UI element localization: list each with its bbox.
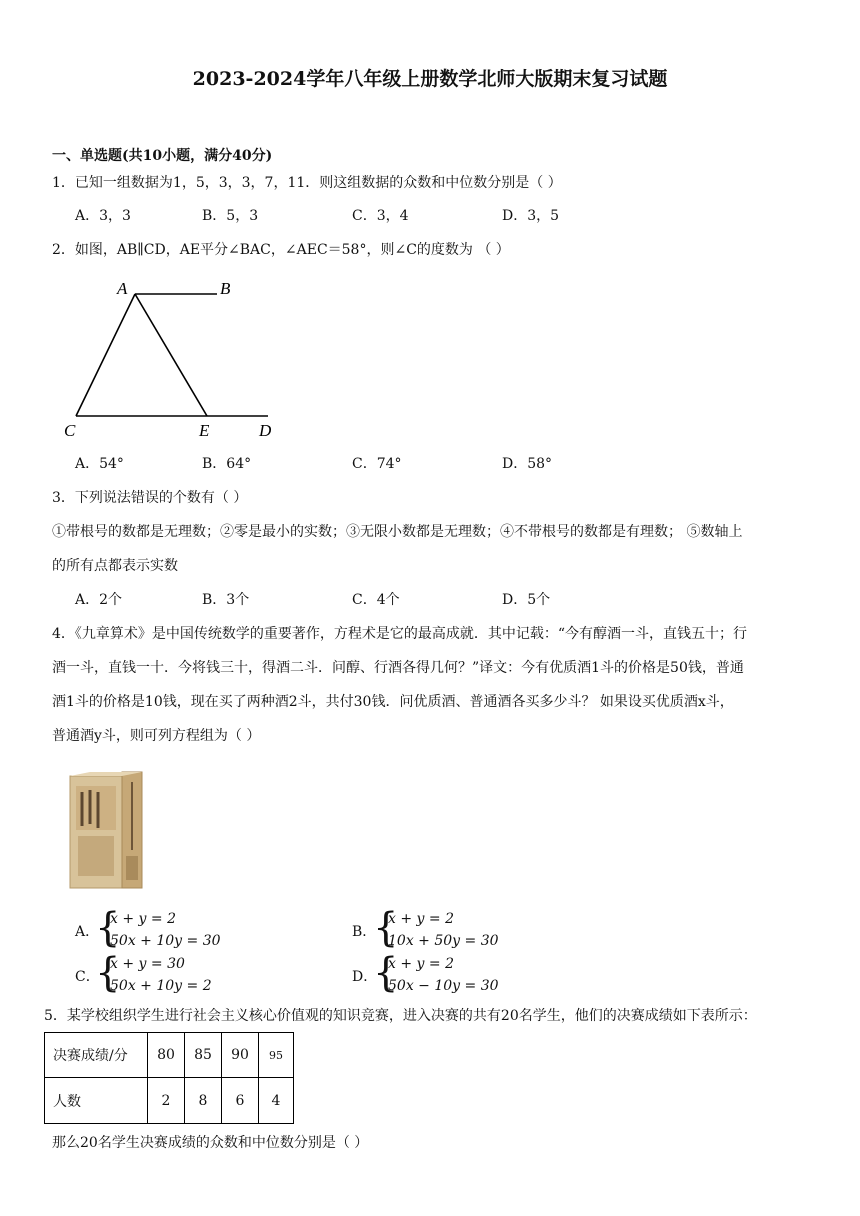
question-3-text: 3．下列说法错误的个数有（ ） [52, 490, 248, 506]
table-cell: 80 [148, 1033, 185, 1078]
q4-option-b-eq1: x + y = 2 [388, 911, 454, 927]
label-b: B [220, 279, 231, 298]
q2-option-b: B．64° [202, 456, 252, 472]
table-cell: 人数 [45, 1078, 148, 1124]
q3-option-d: D．5个 [502, 592, 551, 608]
question-4-line4: 普通酒y斗，则可列方程组为（ ） [52, 728, 261, 744]
q4-option-a-eq1: x + y = 2 [110, 911, 176, 927]
table-cell: 8 [185, 1078, 222, 1124]
q1-option-b: B．5，3 [202, 208, 259, 224]
question-3-line1: ①带根号的数都是无理数；②零是最小的实数；③无限小数都是无理数；④不带根号的数都是有理数； ⑤数轴上 [52, 524, 743, 540]
table-cell: 85 [185, 1033, 222, 1078]
q4-option-c-eq1: x + y = 30 [110, 956, 185, 972]
q4-option-d-eq2: 50x − 10y = 30 [388, 978, 499, 994]
segment-ae [135, 294, 207, 416]
question-4-line3: 酒1斗的价格是10钱，现在买了两种酒2斗，共付30钱．问优质酒、普通酒各买多少斗？ 如果设买优质酒x斗， [52, 694, 734, 710]
table-cell: 90 [222, 1033, 259, 1078]
label-d: D [259, 421, 272, 440]
table-cell: 4 [259, 1078, 294, 1124]
q4-option-c-brace: { [95, 950, 121, 996]
q4-option-b-brace: { [373, 905, 399, 951]
score-table [44, 1032, 294, 1124]
question-5-question: 那么20名学生决赛成绩的众数和中位数分别是（ ） [52, 1135, 369, 1151]
q4-option-a-eq2: 50x + 10y = 30 [110, 933, 221, 949]
question-4-line1: 4．《九章算术》是中国传统数学的重要著作，方程术是它的最高成就．其中记载：“今有醇酒一斗，直钱五十；行 [52, 626, 748, 642]
q1-option-c: C．3，4 [352, 208, 409, 224]
table-row [45, 1078, 294, 1124]
q1-option-d: D．3，5 [502, 208, 560, 224]
question-2-text: 2．如图，AB∥CD，AE平分∠BAC，∠AEC＝58°，则∠C的度数为 （ ） [52, 242, 510, 258]
q3-option-b: B．3个 [202, 592, 250, 608]
q4-option-d-label: D． [352, 969, 378, 985]
triangle-figure [55, 272, 295, 444]
question-5-text: 5．某学校组织学生进行社会主义核心价值观的知识竞赛，进入决赛的共有20名学生，他们的决赛成绩如下表所示： [44, 1008, 757, 1024]
book-image [68, 770, 144, 890]
q4-option-a-brace: { [95, 905, 121, 951]
q4-option-d-eq1: x + y = 2 [388, 956, 454, 972]
q3-option-a: A．2个 [75, 592, 123, 608]
label-a: A [117, 279, 128, 298]
q4-option-b-label: B． [352, 924, 377, 940]
q3-option-c: C．4个 [352, 592, 400, 608]
page-title: 2023-2024学年八年级上册数学北师大版期末复习试题 [192, 68, 668, 90]
table-cell: 95 [259, 1033, 294, 1078]
table-cell: 6 [222, 1078, 259, 1124]
label-e: E [199, 421, 210, 440]
q4-option-c-eq2: 50x + 10y = 2 [110, 978, 212, 994]
q1-option-a: A．3，3 [75, 208, 131, 224]
q4-option-b-eq2: 10x + 50y = 30 [388, 933, 499, 949]
label-c: C [64, 421, 76, 440]
table-cell: 决赛成绩/分 [45, 1033, 148, 1078]
question-4-line2: 酒一斗，直钱一十．今将钱三十，得酒二斗．问醇、行酒各得几何？”译文：今有优质酒1斗的价格是50钱，普通 [52, 660, 744, 676]
question-3-line2: 的所有点都表示实数 [52, 558, 178, 574]
q4-option-d-brace: { [373, 950, 399, 996]
q2-option-a: A．54° [75, 456, 124, 472]
table-row [45, 1033, 294, 1078]
table-cell: 2 [148, 1078, 185, 1124]
q4-option-c-label: C． [75, 969, 100, 985]
q2-option-c: C．74° [352, 456, 402, 472]
q2-option-d: D．58° [502, 456, 553, 472]
section-heading: 一、单选题(共10小题，满分40分) [52, 148, 273, 164]
q4-option-a-label: A． [75, 924, 100, 940]
question-1-text: 1．已知一组数据为1，5，3，3，7，11．则这组数据的众数和中位数分别是（ ） [52, 175, 562, 191]
segment-ac [76, 294, 135, 416]
